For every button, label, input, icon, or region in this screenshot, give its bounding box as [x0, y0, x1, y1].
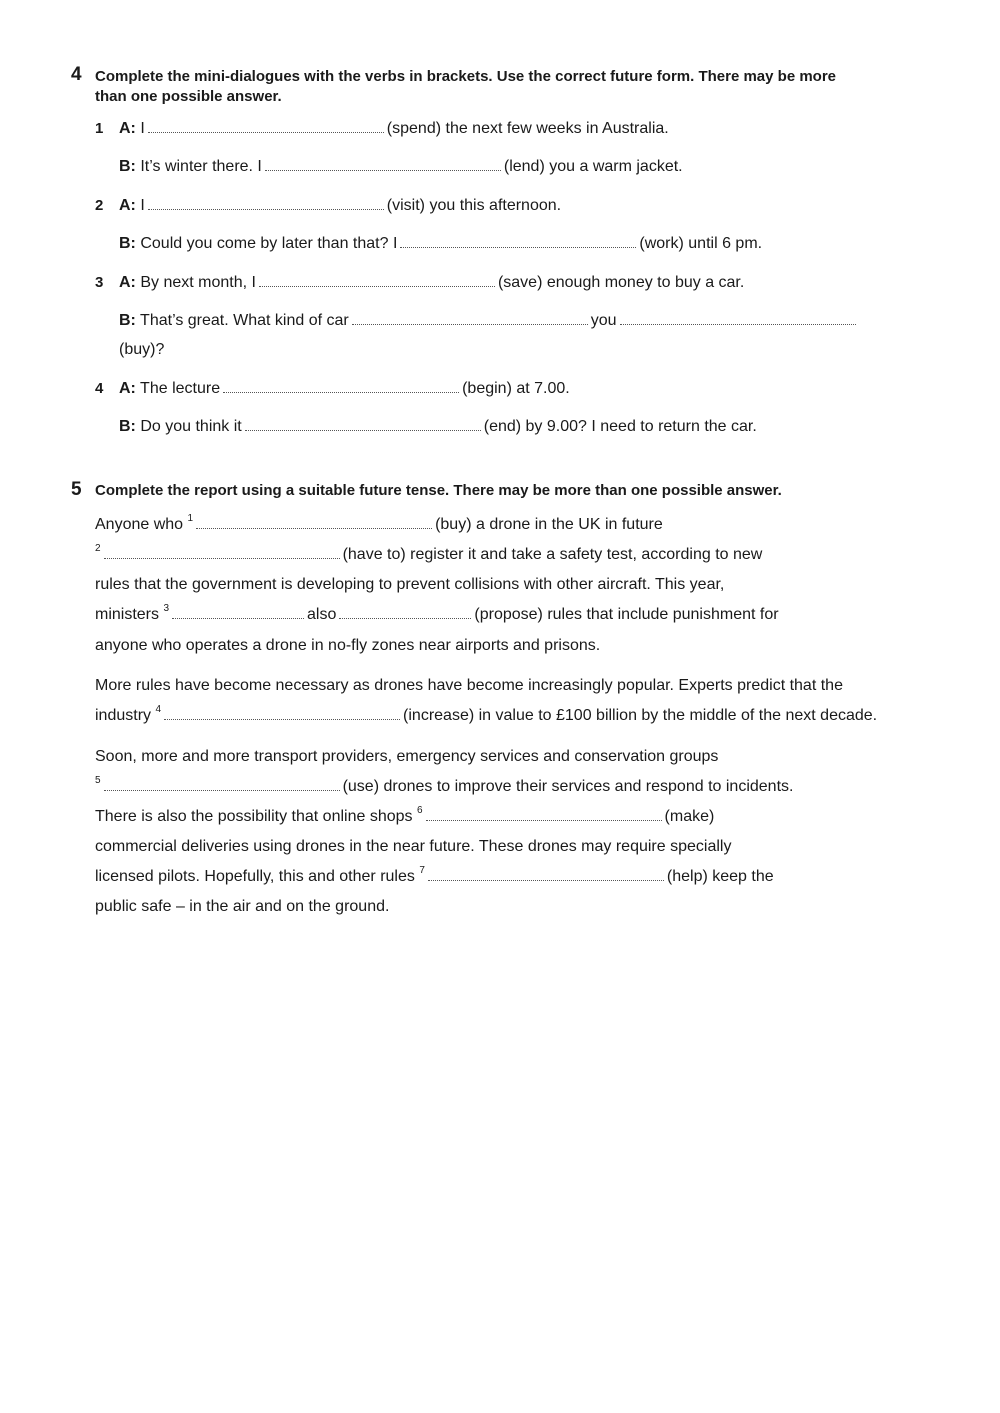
report-line: licensed pilots. Hopefully, this and other rules $^7$ (help) keep the: [95, 864, 774, 885]
gap-number: 5: [95, 774, 101, 786]
exercise-4-number: 4: [71, 64, 82, 85]
answer-blank[interactable]: [223, 379, 459, 393]
report-line: public safe – in the air and on the ground.: [95, 898, 390, 915]
answer-blank[interactable]: [148, 119, 384, 133]
gap-number: 4: [155, 703, 162, 715]
speaker-label: A:: [119, 197, 136, 214]
dialogue-line: A: I (spend) the next few weeks in Australia.: [119, 120, 669, 137]
speaker-label: A:: [119, 274, 136, 291]
gap-number: 3: [163, 602, 170, 614]
answer-blank[interactable]: [620, 311, 856, 325]
report-line: Anyone who $^1$ (buy) a drone in the UK in future: [95, 512, 663, 533]
gap-number: 2: [95, 542, 101, 554]
speaker-label: B:: [119, 235, 136, 252]
item-number: 4: [95, 380, 104, 397]
answer-blank[interactable]: [428, 867, 664, 881]
speaker-label: A:: [119, 120, 136, 137]
answer-blank[interactable]: [259, 273, 495, 287]
speaker-label: B:: [119, 418, 136, 435]
speaker-label: B:: [119, 312, 136, 329]
answer-blank[interactable]: [352, 311, 588, 325]
report-line: commercial deliveries using drones in the near future. These drones may require specially: [95, 838, 732, 855]
dialogue-line: B: It’s winter there. I (lend) you a warm jacket.: [119, 158, 683, 175]
answer-blank[interactable]: [148, 196, 384, 210]
answer-blank[interactable]: [339, 605, 471, 619]
gap-number: 6: [416, 804, 423, 816]
gap-number: 7: [419, 864, 425, 876]
answer-blank[interactable]: [400, 234, 636, 248]
dialogue-line: B: Do you think it (end) by 9.00? I need to return the car.: [119, 418, 757, 435]
exercise-5-number: 5: [71, 479, 82, 500]
report-line: More rules have become necessary as drones have become increasingly popular. Experts predict that the: [95, 677, 843, 694]
exercise-4-instruction: Complete the mini-dialogues with the verbs in brackets. Use the correct future form. There may be more than one possible answer.: [95, 68, 837, 105]
dialogue-line: B: Could you come by later than that? I (work) until 6 pm.: [119, 235, 763, 252]
item-number: 2: [95, 197, 104, 214]
dialogue-line-continued: (buy)?: [119, 341, 165, 358]
report-line: There is also the possibility that online shops $^6$ (make): [95, 804, 715, 825]
report-line: $^2$ (have to) register it and take a safety test, according to new: [95, 542, 763, 563]
report-line: Soon, more and more transport providers, emergency services and conservation groups: [95, 748, 719, 765]
report-line: industry $^4$ (increase) in value to £100 billion by the middle of the next decade.: [95, 703, 878, 724]
gap-number: 1: [187, 512, 194, 524]
report-line: $^5$ (use) drones to improve their services and respond to incidents.: [95, 774, 794, 795]
answer-blank[interactable]: [426, 807, 662, 821]
exercise-5-instruction: Complete the report using a suitable future tense. There may be more than one possible answer.: [95, 482, 782, 499]
dialogue-line: A: By next month, I (save) enough money to buy a car.: [119, 274, 745, 291]
speaker-label: B:: [119, 158, 136, 175]
report-line: anyone who operates a drone in no-fly zones near airports and prisons.: [95, 637, 601, 654]
speaker-label: A:: [119, 380, 136, 397]
item-number: 1: [95, 120, 104, 137]
answer-blank[interactable]: [245, 417, 481, 431]
dialogue-line: B: That’s great. What kind of car you: [119, 311, 859, 331]
dialogue-line: A: I (visit) you this afternoon.: [119, 197, 562, 214]
answer-blank[interactable]: [196, 515, 432, 529]
answer-blank[interactable]: [104, 545, 340, 559]
answer-blank[interactable]: [164, 706, 400, 720]
item-number: 3: [95, 274, 104, 291]
dialogue-line: A: The lecture (begin) at 7.00.: [119, 380, 570, 397]
answer-blank[interactable]: [265, 157, 501, 171]
report-line: rules that the government is developing to prevent collisions with other aircraft. This year,: [95, 576, 725, 593]
report-line: ministers $^3$ also (propose) rules that include punishment for: [95, 602, 779, 623]
answer-blank[interactable]: [172, 605, 304, 619]
answer-blank[interactable]: [104, 777, 340, 791]
